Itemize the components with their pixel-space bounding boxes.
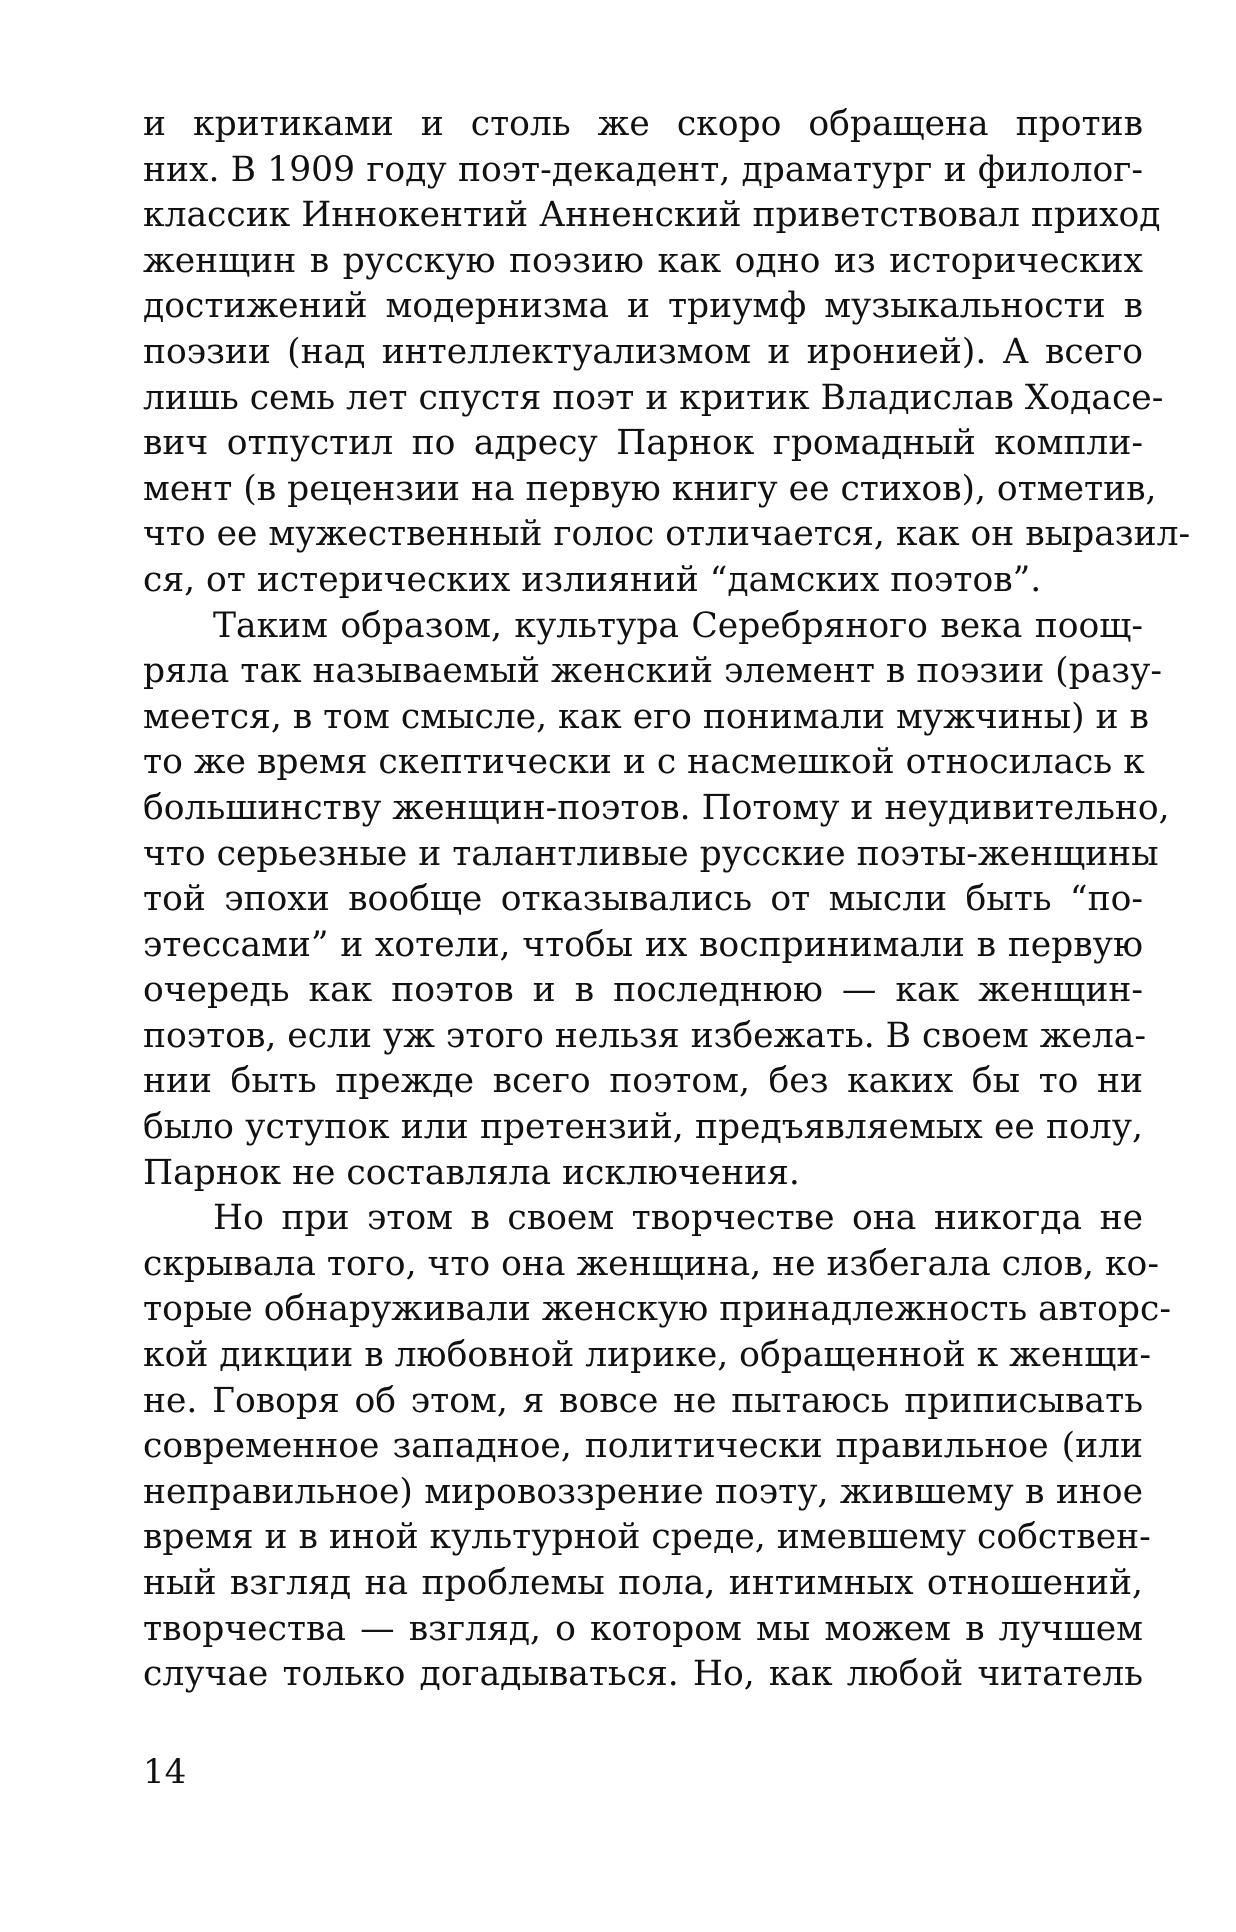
text-line: случае только догадываться. Но, как любой читатель — [143, 1654, 1143, 1695]
text-line: время и в иной культурной среде, имевшему собствен- — [143, 1517, 1151, 1558]
text-line: поэтов, если уж этого нельзя избежать. В своем жела- — [143, 1015, 1147, 1056]
text-line: мент (в рецензии на первую книгу ее стихов), отметив, — [143, 468, 1157, 509]
text-line: меется, в том смысле, как его понимали мужчины) и в — [143, 696, 1149, 737]
text-line: большинству женщин-поэтов. Потому и неудивительно, — [143, 787, 1170, 828]
page-number: 14 — [143, 1752, 187, 1792]
text-line: творчества — взгляд, о котором мы можем в лучшем — [143, 1608, 1143, 1649]
text-line: очередь как поэтов и в последнюю — как женщин- — [143, 970, 1143, 1011]
text-line: ряла так называемый женский элемент в поэзии (разу- — [143, 651, 1163, 692]
text-line: ный взгляд на проблемы пола, интимных отношений, — [143, 1563, 1143, 1603]
text-line: скрывала того, что она женщина, не избегала слов, ко- — [143, 1243, 1159, 1284]
text-line: неправильное) мировоззрение поэту, жившему в иное — [143, 1471, 1143, 1512]
text-line: современное западное, политически правильное (или — [143, 1426, 1143, 1467]
text-line: женщин в русскую поэзию как одно из исторических — [143, 240, 1143, 281]
text-line: нии быть прежде всего поэтом, без каких бы то ни — [143, 1061, 1143, 1102]
text-line: что ее мужественный голос отличается, как он выразил- — [143, 514, 1191, 555]
paragraph-first-line: Таким образом, культура Серебряного века поощ- — [213, 605, 1143, 646]
body-text — [143, 102, 1191, 1698]
text-line: классик Иннокентий Анненский приветствовал приход — [143, 195, 1161, 236]
text-line: них. В 1909 году поэт-декадент, драматург и филолог- — [143, 149, 1143, 190]
text-line: поэзии (над интеллектуализмом и иронией). А всего — [143, 331, 1143, 372]
text-line: вич отпустил по адресу Парнок громадный компли- — [143, 423, 1143, 464]
text-line: достижений модернизма и триумф музыкальности в — [143, 286, 1143, 327]
text-line: ся, от истерических излияний “дамских поэтов”. — [143, 559, 1042, 600]
text-line: торые обнаруживали женскую принадлежность авторс- — [143, 1289, 1171, 1330]
text-line: было уступок или претензий, предъявляемых ее полу, — [143, 1107, 1143, 1148]
text-line: той эпохи вообще отказывались от мысли быть “по- — [143, 879, 1143, 920]
text-line: Парнок не составляла исключения. — [143, 1152, 800, 1193]
paragraph-first-line: Но при этом в своем творчестве она никогда не — [213, 1198, 1143, 1239]
text-line: лишь семь лет спустя поэт и критик Владислав Ходасе- — [143, 377, 1164, 418]
text-line: что серьезные и талантливые русские поэты-женщины — [143, 833, 1159, 874]
text-line: этессами” и хотели, чтобы их воспринимали в первую — [143, 924, 1143, 965]
text-line: не. Говоря об этом, я вовсе не пытаюсь приписывать — [143, 1380, 1143, 1421]
text-line: кой дикции в любовной лирике, обращенной к женщи- — [143, 1335, 1151, 1376]
text-line: и критиками и столь же скоро обращена против — [143, 104, 1143, 144]
text-line: то же время скептически и с насмешкой относилась к — [143, 742, 1145, 783]
